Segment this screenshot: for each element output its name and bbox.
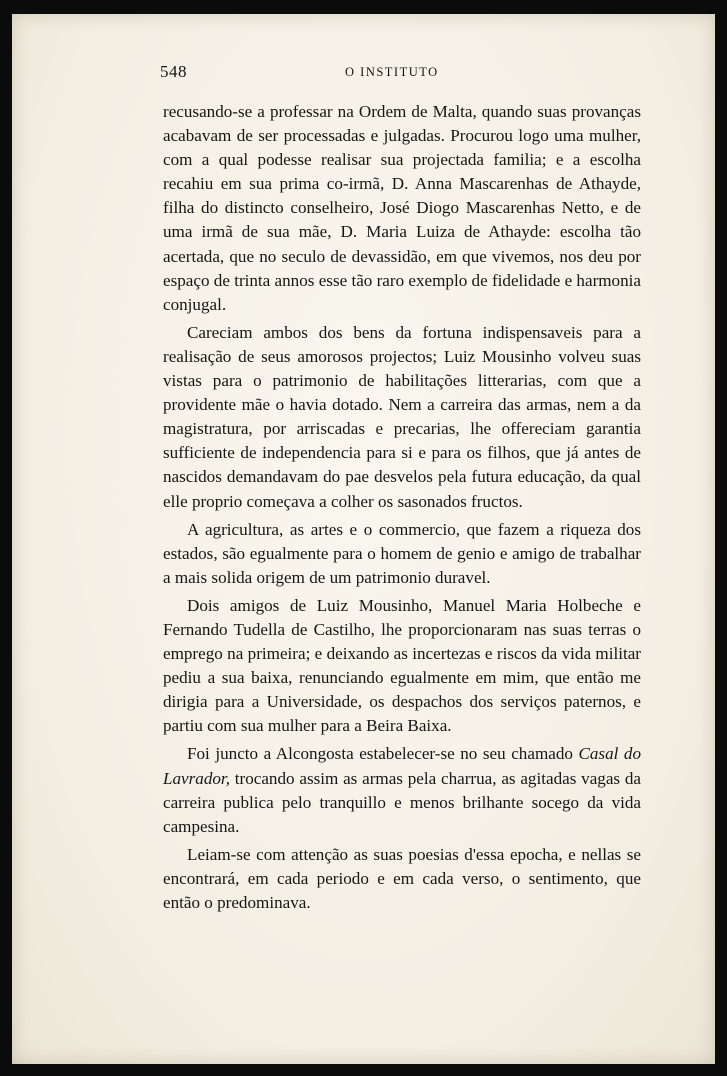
paragraph-3: A agricultura, as artes e o commercio, que fazem a riqueza dos estados, são egualmente para o homem de genio e amigo de trabalhar a mais solida origem de um patrimonio duravel. [163,519,641,587]
paragraph-6: Leiam-se com attenção as suas poesias d'essa epocha, e nellas se encontrará, em cada periodo e em cada verso, o sentimento, que então o predominava. [163,844,641,912]
paragraph-2: Careciam ambos dos bens da fortuna indispensaveis para a realisação de seus amorosos projectos; Luiz Mousinho volveu suas vistas para o patrimonio de habilitações litterarias, com que a providente mãe o havia dotado. Nem a carreira das armas, nem a da magistratura, por arriscadas e precarias, lhe offereciam garantia sufficiente de independencia para si e para os filhos, que já antes de nascidos demandavam do pae desvelos pela futura educação, da qual elle proprio começava a colher os sasonados fructos. [163,322,641,511]
paragraph-5 [163,742,641,838]
paragraph-5-text-after: trocando assim as armas pela charrua, as agitadas vagas da carreira publica pelo tranquillo e menos brilhante socego da vida campesina. [163,768,641,836]
paragraph-5-text-before: Foi juncto a Alcongosta estabelecer-se no seu chamado [187,744,579,764]
paragraph-4: Dois amigos de Luiz Mousinho, Manuel Maria Holbeche e Fernando Tudella de Castilho, lhe proporcionaram nas suas terras o emprego na primeira; e deixando as incertezas e riscos da vida militar pediu a sua baixa, renunciando egualmente em mim, que então me dirigia para a Universidade, os despachos dos serviços paternos, e partiu com sua mulher para a Beira Baixa. [163,595,641,736]
page-number: 548 [160,62,187,81]
place-name-italic: Casal do Lavrador, [163,744,642,788]
paragraph-1: recusando-se a professar na Ordem de Malta, quando suas provanças acabavam de ser processadas e julgadas. Procurou logo uma mulher, com a qual podesse realisar sua projectada familia; e a escolha recahiu em sua prima co-irmã, D. Anna Mascarenhas de Athayde, filha do distincto conselheiro, José Diogo Mascarenhas Netto, e de uma irmã de sua mãe, D. Maria Luiza de Athayde: escolha tão acertada, que no seculo de devassidão, em que vivemos, nos deu por espaço de trinta annos esse tão raro exemplo de fidelidade e harmonia conjugal. [163,102,641,314]
page-header [160,62,640,88]
running-title: O INSTITUTO [345,65,439,79]
body-text [163,100,641,915]
